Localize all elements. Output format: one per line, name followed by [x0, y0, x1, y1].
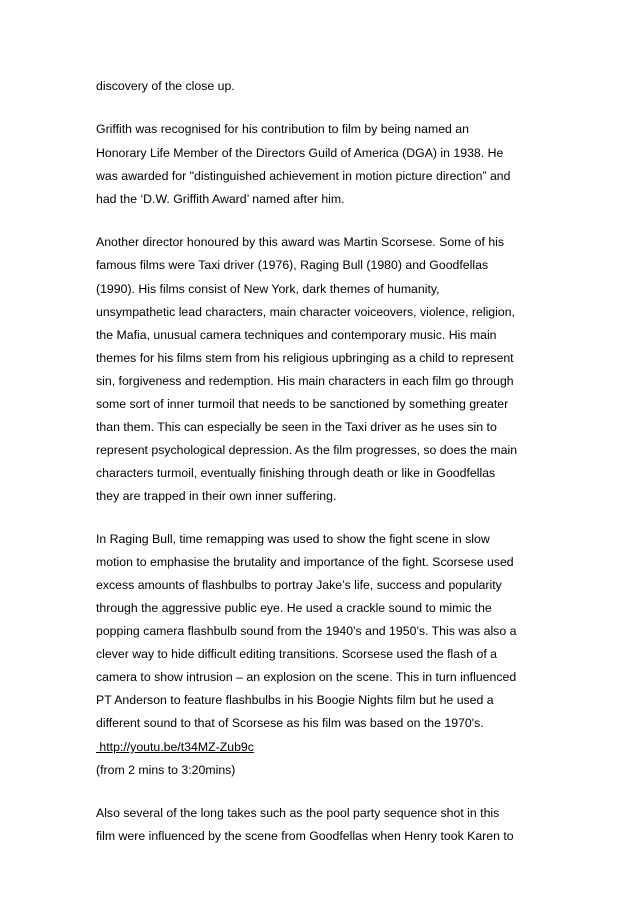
paragraph-3-line-7: sin, forgiveness and redemption. His main characters in each film go through [96, 374, 514, 388]
paragraph-3-line-12: they are trapped in their own inner suffering. [96, 489, 337, 503]
paragraph-2-line-4: had the ‘D.W. Griffith Award’ named after him. [96, 192, 345, 206]
paragraph-4-line-1: In Raging Bull, time remapping was used to show the fight scene in slow [96, 532, 490, 546]
paragraph-3-line-10: represent psychological depression. As the film progresses, so does the main [96, 443, 518, 457]
paragraph-4-line-2: motion to emphasise the brutality and importance of the fight. Scorsese used [96, 555, 514, 569]
paragraph-5-line-2: film were influenced by the scene from Goodfellas when Henry took Karen to [96, 829, 514, 843]
paragraph-3-line-9: than them. This can especially be seen in the Taxi driver as he uses sin to [96, 420, 497, 434]
paragraph-4-line-8: PT Anderson to feature flashbulbs in his Boogie Nights film but he used a [96, 693, 494, 707]
paragraph-3-line-2: famous films were Taxi driver (1976), Raging Bull (1980) and Goodfellas [96, 258, 489, 272]
paragraph-4-timestamp-note: (from 2 mins to 3:20mins) [96, 763, 236, 777]
paragraph-2-line-3: was awarded for "distinguished achievement in motion picture direction” and [96, 169, 511, 183]
paragraph-4-line-9: different sound to that of Scorsese as his film was based on the 1970's. [96, 716, 484, 730]
paragraph-3-line-11: characters turmoil, eventually finishing through death or like in Goodfellas [96, 466, 496, 480]
paragraph-2-line-2: Honorary Life Member of the Directors Guild of America (DGA) in 1938. He [96, 146, 504, 160]
paragraph-5-line-1: Also several of the long takes such as the pool party sequence shot in this [96, 806, 500, 820]
paragraph-4-line-4: through the aggressive public eye. He used a crackle sound to mimic the [96, 601, 492, 615]
paragraph-1-line-1: discovery of the close up. [96, 79, 235, 93]
youtube-link[interactable]: http://youtu.be/t34MZ-Zub9c [96, 740, 254, 754]
paragraph-4-line-3: excess amounts of flashbulbs to portray Jake’s life, success and popularity [96, 578, 502, 592]
paragraph-3-line-1: Another director honoured by this award was Martin Scorsese. Some of his [96, 235, 505, 249]
paragraph-4-line-5: popping camera flashbulb sound from the 1940’s and 1950’s. This was also a [96, 624, 517, 638]
paragraph-3-line-3: (1990). His films consist of New York, dark themes of humanity, [96, 282, 440, 296]
paragraph-2-line-1: Griffith was recognised for his contribution to film by being named an [96, 122, 469, 136]
paragraph-3-line-6: themes for his films stem from his religious upbringing as a child to represent [96, 351, 514, 365]
paragraph-4-line-7: camera to show intrusion – an explosion on the scene. This in turn influenced [96, 670, 517, 684]
paragraph-3-line-8: some sort of inner turmoil that needs to be sanctioned by something greater [96, 397, 509, 411]
paragraph-3-line-4: unsympathetic lead characters, main character voiceovers, violence, religion, [96, 305, 515, 319]
paragraph-3-line-5: the Mafia, unusual camera techniques and contemporary music. His main [96, 328, 497, 342]
paragraph-4-line-6: clever way to hide difficult editing transitions. Scorsese used the flash of a [96, 647, 498, 661]
